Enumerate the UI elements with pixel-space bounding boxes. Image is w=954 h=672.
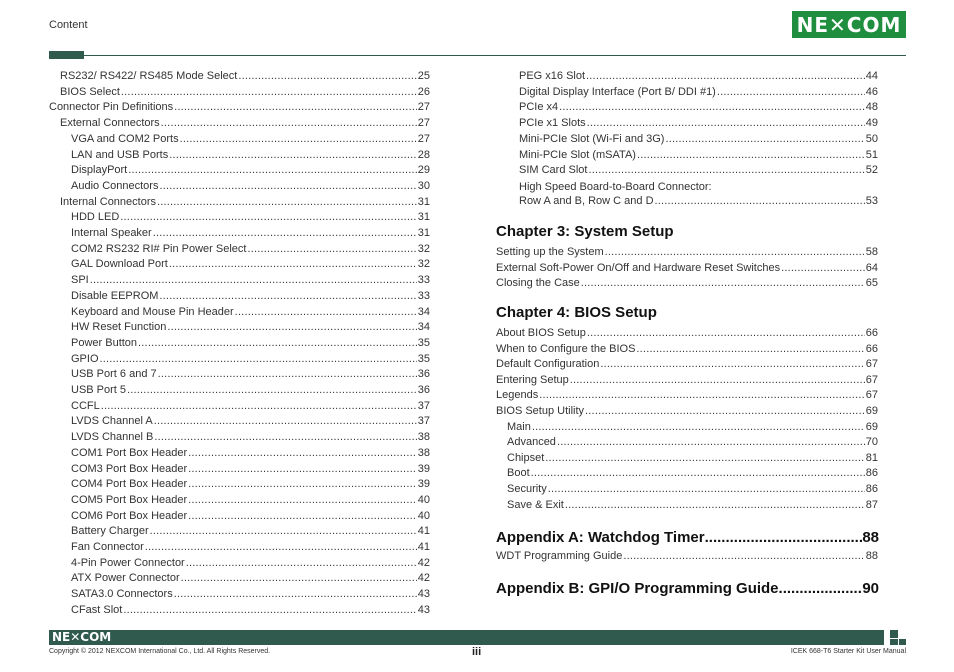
toc-entry[interactable] bbox=[507, 434, 878, 449]
toc-leader-dots bbox=[145, 541, 417, 554]
toc-entry[interactable] bbox=[71, 570, 430, 585]
toc-leader-dots bbox=[655, 195, 865, 208]
toc-leader-dots bbox=[570, 374, 865, 387]
toc-entry-title: WDT Programming Guide bbox=[496, 550, 623, 562]
toc-leader-dots bbox=[581, 277, 865, 290]
toc-leader-dots bbox=[565, 499, 865, 512]
toc-entry-title: HDD LED bbox=[71, 211, 120, 224]
toc-entry-page: 66 bbox=[865, 342, 878, 355]
toc-leader-dots bbox=[636, 343, 864, 356]
toc-entry-page: 67 bbox=[865, 389, 878, 402]
toc-entry-page: 34 bbox=[417, 321, 430, 334]
toc-entry-title: PEG x16 Slot bbox=[519, 70, 586, 82]
toc-entry-title: Audio Connectors bbox=[71, 179, 159, 192]
toc-entry-page: 42 bbox=[417, 556, 430, 569]
toc-entry-title: USB Port 6 and 7 bbox=[71, 368, 157, 381]
toc-entry[interactable] bbox=[519, 68, 878, 83]
toc-leader-dots bbox=[539, 389, 865, 402]
toc-entry-page: 30 bbox=[417, 179, 430, 192]
toc-entry[interactable] bbox=[71, 586, 430, 601]
toc-entry-page: 87 bbox=[865, 498, 878, 511]
toc-entry-label[interactable]: High Speed Board-to-Board Connector: bbox=[519, 181, 712, 193]
toc-entry-page: 88 bbox=[865, 550, 878, 562]
toc-leader-dots bbox=[600, 358, 864, 371]
toc-entry[interactable] bbox=[519, 131, 878, 146]
toc-leader-dots bbox=[90, 274, 417, 287]
toc-entry[interactable] bbox=[71, 319, 430, 334]
toc-entry[interactable] bbox=[60, 84, 430, 99]
toc-entry[interactable] bbox=[496, 548, 878, 563]
toc-leader-dots bbox=[586, 70, 865, 83]
toc-entry-page: 43 bbox=[417, 603, 430, 616]
toc-leader-dots bbox=[545, 452, 864, 465]
appendix-b-page: 90 bbox=[862, 580, 879, 597]
toc-entry[interactable] bbox=[507, 481, 878, 496]
toc-entry-page: 36 bbox=[417, 368, 430, 381]
toc-entry[interactable] bbox=[519, 84, 878, 99]
toc-entry-title: SIM Card Slot bbox=[519, 164, 588, 177]
toc-leader-dots bbox=[154, 431, 416, 444]
toc-entry-title: CFast Slot bbox=[71, 603, 123, 616]
toc-entry-title: Save & Exit bbox=[507, 498, 564, 511]
toc-entry[interactable] bbox=[71, 461, 430, 476]
toc-entry-title: Power Button bbox=[71, 336, 138, 349]
toc-entry-title: About BIOS Setup bbox=[496, 327, 586, 339]
toc-leader-dots bbox=[161, 117, 417, 130]
toc-entry-title: LAN and USB Ports bbox=[71, 148, 169, 161]
toc-leader-dots bbox=[587, 117, 865, 130]
footer-logo: NE✕COM bbox=[52, 630, 112, 644]
toc-entry-title: GPIO bbox=[71, 352, 99, 365]
toc-entry[interactable] bbox=[507, 419, 878, 434]
toc-leader-dots bbox=[188, 478, 417, 491]
toc-leader-dots bbox=[238, 70, 416, 83]
toc-entry-page: 25 bbox=[417, 70, 430, 82]
toc-entry-page: 28 bbox=[417, 148, 430, 161]
toc-entry-page: 32 bbox=[417, 242, 430, 255]
toc-leader-dots bbox=[123, 604, 416, 617]
toc-entry[interactable] bbox=[71, 351, 430, 366]
toc-leader-dots bbox=[167, 321, 416, 334]
toc-entry[interactable] bbox=[71, 602, 430, 617]
toc-entry-title: PCIe x1 Slots bbox=[519, 117, 586, 130]
toc-entry-page: 31 bbox=[417, 227, 430, 239]
toc-entry[interactable] bbox=[71, 147, 430, 162]
footer-square bbox=[890, 639, 898, 645]
appendix-a-heading[interactable] bbox=[496, 526, 879, 546]
toc-entry-page: 33 bbox=[417, 289, 430, 302]
toc-entry-page: 35 bbox=[417, 336, 430, 349]
toc-entry[interactable] bbox=[507, 497, 878, 512]
toc-entry[interactable] bbox=[71, 209, 430, 224]
toc-entry-title: Setting up the System bbox=[496, 246, 604, 258]
toc-entry-page: 52 bbox=[865, 164, 878, 177]
logo-text: NE✕COM bbox=[796, 12, 902, 37]
toc-entry-title: COM2 RS232 RI# Pin Power Select bbox=[71, 242, 247, 255]
appendix-a-page: 88 bbox=[862, 529, 879, 546]
toc-leader-dots bbox=[188, 463, 417, 476]
toc-entry[interactable] bbox=[71, 445, 430, 460]
toc-entry-title: SATA3.0 Connectors bbox=[71, 588, 173, 601]
toc-leader-dots bbox=[559, 101, 865, 114]
toc-leader-dots bbox=[138, 337, 417, 350]
toc-entry[interactable] bbox=[71, 429, 430, 444]
toc-entry-page: 29 bbox=[417, 164, 430, 177]
toc-entry[interactable] bbox=[496, 260, 878, 275]
toc-leader-dots bbox=[159, 180, 416, 193]
toc-entry[interactable] bbox=[519, 99, 878, 114]
toc-entry-page: 31 bbox=[417, 195, 430, 208]
chapter3-heading[interactable]: Chapter 3: System Setup bbox=[496, 223, 674, 240]
toc-leader-dots bbox=[557, 436, 865, 449]
toc-entry-title: GAL Download Port bbox=[71, 258, 168, 271]
section-label: Content bbox=[49, 19, 88, 31]
toc-leader-dots bbox=[532, 421, 865, 434]
toc-entry-title: Security bbox=[507, 483, 547, 495]
toc-leader-dots bbox=[174, 588, 417, 601]
toc-entry-title: USB Port 5 bbox=[71, 384, 127, 396]
toc-leader-dots bbox=[548, 483, 865, 496]
toc-entry[interactable] bbox=[496, 244, 878, 259]
toc-entry-page: 27 bbox=[417, 132, 430, 145]
appendix-b-heading[interactable] bbox=[496, 577, 879, 597]
toc-entry-page: 46 bbox=[865, 85, 878, 98]
toc-entry-page: 42 bbox=[417, 572, 430, 585]
toc-entry-page: 67 bbox=[865, 373, 878, 386]
toc-entry-page: 41 bbox=[417, 525, 430, 538]
toc-entry[interactable] bbox=[71, 382, 430, 397]
toc-entry[interactable] bbox=[519, 147, 878, 162]
toc-entry-title: COM3 Port Box Header bbox=[71, 462, 188, 475]
toc-entry-page: 70 bbox=[865, 436, 878, 449]
toc-leader-dots bbox=[188, 510, 417, 523]
toc-leader-dots bbox=[120, 211, 416, 224]
toc-entry-title: Mini-PCIe Slot (mSATA) bbox=[519, 148, 636, 161]
toc-entry-page: 48 bbox=[865, 101, 878, 114]
toc-entry-page: 33 bbox=[417, 274, 430, 287]
toc-entry[interactable] bbox=[496, 356, 878, 371]
toc-entry-title: LVDS Channel A bbox=[71, 415, 153, 428]
header-rule-line bbox=[84, 55, 906, 56]
toc-leader-dots bbox=[587, 327, 865, 340]
toc-entry-title: ATX Power Connector bbox=[71, 572, 180, 585]
toc-entry-page: 86 bbox=[865, 483, 878, 495]
toc-leader-dots bbox=[186, 557, 417, 570]
toc-entry-page: 27 bbox=[417, 101, 430, 114]
toc-entry-page: 41 bbox=[417, 541, 430, 553]
toc-leader-dots bbox=[665, 133, 864, 146]
toc-entry-title: Closing the Case bbox=[496, 277, 580, 289]
toc-entry-page: 36 bbox=[417, 384, 430, 396]
toc-leader-dots bbox=[623, 550, 864, 563]
toc-entry[interactable] bbox=[71, 225, 430, 240]
nexcom-logo bbox=[792, 11, 906, 38]
toc-entry-page: 64 bbox=[865, 261, 878, 274]
toc-entry-page: 37 bbox=[417, 415, 430, 428]
toc-entry-page: 27 bbox=[417, 117, 430, 130]
toc-entry-page: 50 bbox=[865, 132, 878, 145]
toc-entry-title: Entering Setup bbox=[496, 373, 569, 386]
toc-entry[interactable] bbox=[71, 335, 430, 350]
chapter4-heading[interactable]: Chapter 4: BIOS Setup bbox=[496, 304, 657, 321]
toc-entry-title: BIOS Setup Utility bbox=[496, 405, 585, 417]
toc-entry-page: 49 bbox=[865, 117, 878, 130]
toc-entry[interactable] bbox=[519, 115, 878, 130]
toc-entry-title: COM6 Port Box Header bbox=[71, 509, 188, 522]
toc-entry-title: Default Configuration bbox=[496, 358, 600, 371]
toc-entry-page: 65 bbox=[865, 277, 878, 289]
toc-entry-page: 69 bbox=[865, 405, 878, 417]
toc-entry-page: 40 bbox=[417, 493, 430, 506]
footer-bar bbox=[49, 630, 884, 645]
toc-leader-dots bbox=[781, 262, 865, 275]
toc-leader-dots bbox=[150, 525, 417, 538]
toc-entry[interactable] bbox=[496, 325, 878, 340]
toc-entry-page: 67 bbox=[865, 358, 878, 371]
toc-entry-page: 53 bbox=[865, 195, 878, 207]
toc-entry[interactable] bbox=[507, 465, 878, 480]
toc-entry-page: 39 bbox=[417, 462, 430, 475]
toc-entry-title: LVDS Channel B bbox=[71, 431, 154, 444]
toc-entry-page: 86 bbox=[865, 467, 878, 480]
toc-leader-dots bbox=[100, 353, 417, 366]
toc-entry[interactable] bbox=[71, 162, 430, 177]
toc-leader-dots bbox=[101, 400, 417, 413]
toc-entry[interactable] bbox=[71, 508, 430, 523]
toc-entry[interactable] bbox=[496, 275, 878, 290]
toc-leader-dots bbox=[181, 572, 417, 585]
toc-entry-page: 66 bbox=[865, 327, 878, 339]
toc-entry[interactable] bbox=[519, 193, 878, 208]
toc-leader-dots bbox=[717, 86, 865, 99]
toc-entry[interactable] bbox=[71, 256, 430, 271]
toc-entry-title: Chipset bbox=[507, 451, 545, 464]
toc-entry[interactable] bbox=[71, 539, 430, 554]
toc-entry-page: 26 bbox=[417, 85, 430, 98]
toc-entry-title: Connector Pin Definitions bbox=[49, 101, 174, 114]
toc-entry-title: Mini-PCIe Slot (Wi-Fi and 3G) bbox=[519, 132, 665, 145]
toc-entry-title: CCFL bbox=[71, 399, 100, 412]
toc-entry[interactable] bbox=[496, 387, 878, 402]
footer-square bbox=[890, 630, 898, 638]
toc-entry[interactable] bbox=[71, 241, 430, 256]
toc-leader-dots bbox=[121, 86, 417, 99]
toc-entry-page: 58 bbox=[865, 246, 878, 258]
toc-entry-title: BIOS Select bbox=[60, 85, 120, 98]
toc-entry[interactable] bbox=[496, 372, 878, 387]
toc-entry-title: Main bbox=[507, 420, 531, 433]
toc-leader-dots bbox=[153, 227, 417, 240]
toc-entry[interactable] bbox=[71, 398, 430, 413]
toc-entry-title: Row A and B, Row C and D bbox=[519, 195, 654, 207]
appendix-a-title: Appendix A: Watchdog Timer bbox=[496, 529, 705, 546]
toc-entry[interactable] bbox=[496, 341, 878, 356]
toc-entry[interactable] bbox=[71, 272, 430, 287]
toc-leader-dots bbox=[531, 467, 865, 480]
header-rule-block bbox=[49, 51, 84, 59]
toc-entry-title: PCIe x4 bbox=[519, 101, 559, 114]
toc-entry-title: DisplayPort bbox=[71, 164, 128, 177]
toc-entry[interactable] bbox=[71, 476, 430, 491]
toc-entry[interactable] bbox=[71, 492, 430, 507]
toc-entry-title: 4-Pin Power Connector bbox=[71, 556, 185, 569]
toc-entry-page: 81 bbox=[865, 451, 878, 464]
toc-entry-title: Legends bbox=[496, 389, 539, 402]
toc-entry-title: Fan Connector bbox=[71, 541, 144, 553]
toc-leader-dots bbox=[588, 164, 864, 177]
toc-leader-dots bbox=[637, 149, 865, 162]
toc-leader-dots bbox=[235, 306, 417, 319]
toc-leader-dots bbox=[188, 447, 417, 460]
toc-leader-dots bbox=[585, 405, 865, 418]
footer-square bbox=[899, 639, 906, 645]
toc-entry[interactable] bbox=[71, 523, 430, 538]
toc-entry-page: 38 bbox=[417, 431, 430, 444]
toc-entry-page: 38 bbox=[417, 446, 430, 459]
toc-entry-title: Advanced bbox=[507, 436, 556, 449]
copyright: Copyright © 2012 NEXCOM International Co., Ltd. All Rights Reserved. bbox=[49, 648, 271, 655]
toc-entry-page: 40 bbox=[417, 509, 430, 522]
toc-entry[interactable] bbox=[49, 99, 430, 114]
toc-entry-title: Disable EEPROM bbox=[71, 289, 159, 302]
toc-entry-page: 32 bbox=[417, 258, 430, 271]
toc-entry-page: 51 bbox=[865, 148, 878, 161]
toc-entry-page: 39 bbox=[417, 478, 430, 491]
toc-leader-dots bbox=[169, 258, 417, 271]
toc-entry[interactable] bbox=[71, 288, 430, 303]
toc-entry-page: 37 bbox=[417, 399, 430, 412]
toc-entry-page: 44 bbox=[865, 70, 878, 82]
toc-leader-dots bbox=[159, 290, 416, 303]
toc-entry[interactable] bbox=[60, 115, 430, 130]
toc-entry-title: COM5 Port Box Header bbox=[71, 493, 188, 506]
toc-entry[interactable] bbox=[507, 450, 878, 465]
page-number: iii bbox=[472, 646, 482, 658]
toc-entry[interactable] bbox=[519, 162, 878, 177]
toc-entry-page: 69 bbox=[865, 420, 878, 433]
toc-entry[interactable] bbox=[71, 366, 430, 381]
toc-entry-title: RS232/ RS422/ RS485 Mode Select bbox=[60, 70, 238, 82]
toc-entry-title: External Connectors bbox=[60, 117, 160, 130]
toc-entry-title: Digital Display Interface (Port B/ DDI #1) bbox=[519, 85, 716, 98]
toc-entry-page: 34 bbox=[417, 305, 430, 318]
toc-leader-dots bbox=[247, 243, 416, 256]
toc-entry-page: 31 bbox=[417, 211, 430, 224]
toc-entry[interactable] bbox=[71, 555, 430, 570]
toc-entry-title: Battery Charger bbox=[71, 525, 149, 538]
toc-entry[interactable] bbox=[71, 178, 430, 193]
toc-entry[interactable] bbox=[496, 403, 878, 418]
toc-leader-dots bbox=[188, 494, 417, 507]
toc-entry-title: COM1 Port Box Header bbox=[71, 446, 188, 459]
toc-entry-title: HW Reset Function bbox=[71, 321, 167, 334]
toc-leader-dots bbox=[180, 133, 417, 146]
toc-entry[interactable] bbox=[71, 304, 430, 319]
toc-entry-title: Internal Connectors bbox=[60, 195, 156, 208]
toc-entry-title: Keyboard and Mouse Pin Header bbox=[71, 305, 234, 318]
toc-entry-title: SPI bbox=[71, 274, 89, 287]
toc-leader-dots bbox=[174, 101, 417, 114]
toc-entry-title: When to Configure the BIOS bbox=[496, 342, 636, 355]
toc-entry-title: COM4 Port Box Header bbox=[71, 478, 188, 491]
toc-leader-dots bbox=[157, 196, 417, 209]
manual-title: ICEK 668-T6 Starter Kit User Manual bbox=[790, 648, 906, 655]
toc-entry-page: 43 bbox=[417, 588, 430, 601]
appendix-b-title: Appendix B: GPI/O Programming Guide bbox=[496, 580, 779, 597]
toc-leader-dots bbox=[605, 246, 865, 259]
toc-leader-dots bbox=[154, 415, 417, 428]
toc-leader-dots bbox=[158, 368, 417, 381]
toc-entry-title: External Soft-Power On/Off and Hardware Reset Switches bbox=[496, 261, 781, 274]
toc-entry[interactable] bbox=[60, 68, 430, 83]
toc-entry[interactable] bbox=[71, 413, 430, 428]
toc-entry-title: Boot bbox=[507, 467, 530, 480]
toc-leader-dots bbox=[169, 149, 417, 162]
toc-entry[interactable] bbox=[60, 194, 430, 209]
toc-entry-page: 35 bbox=[417, 352, 430, 365]
toc-entry-title: VGA and COM2 Ports bbox=[71, 132, 179, 145]
toc-entry[interactable] bbox=[71, 131, 430, 146]
toc-entry-title: Internal Speaker bbox=[71, 227, 152, 239]
toc-leader-dots bbox=[127, 384, 417, 397]
toc-leader-dots bbox=[128, 164, 417, 177]
